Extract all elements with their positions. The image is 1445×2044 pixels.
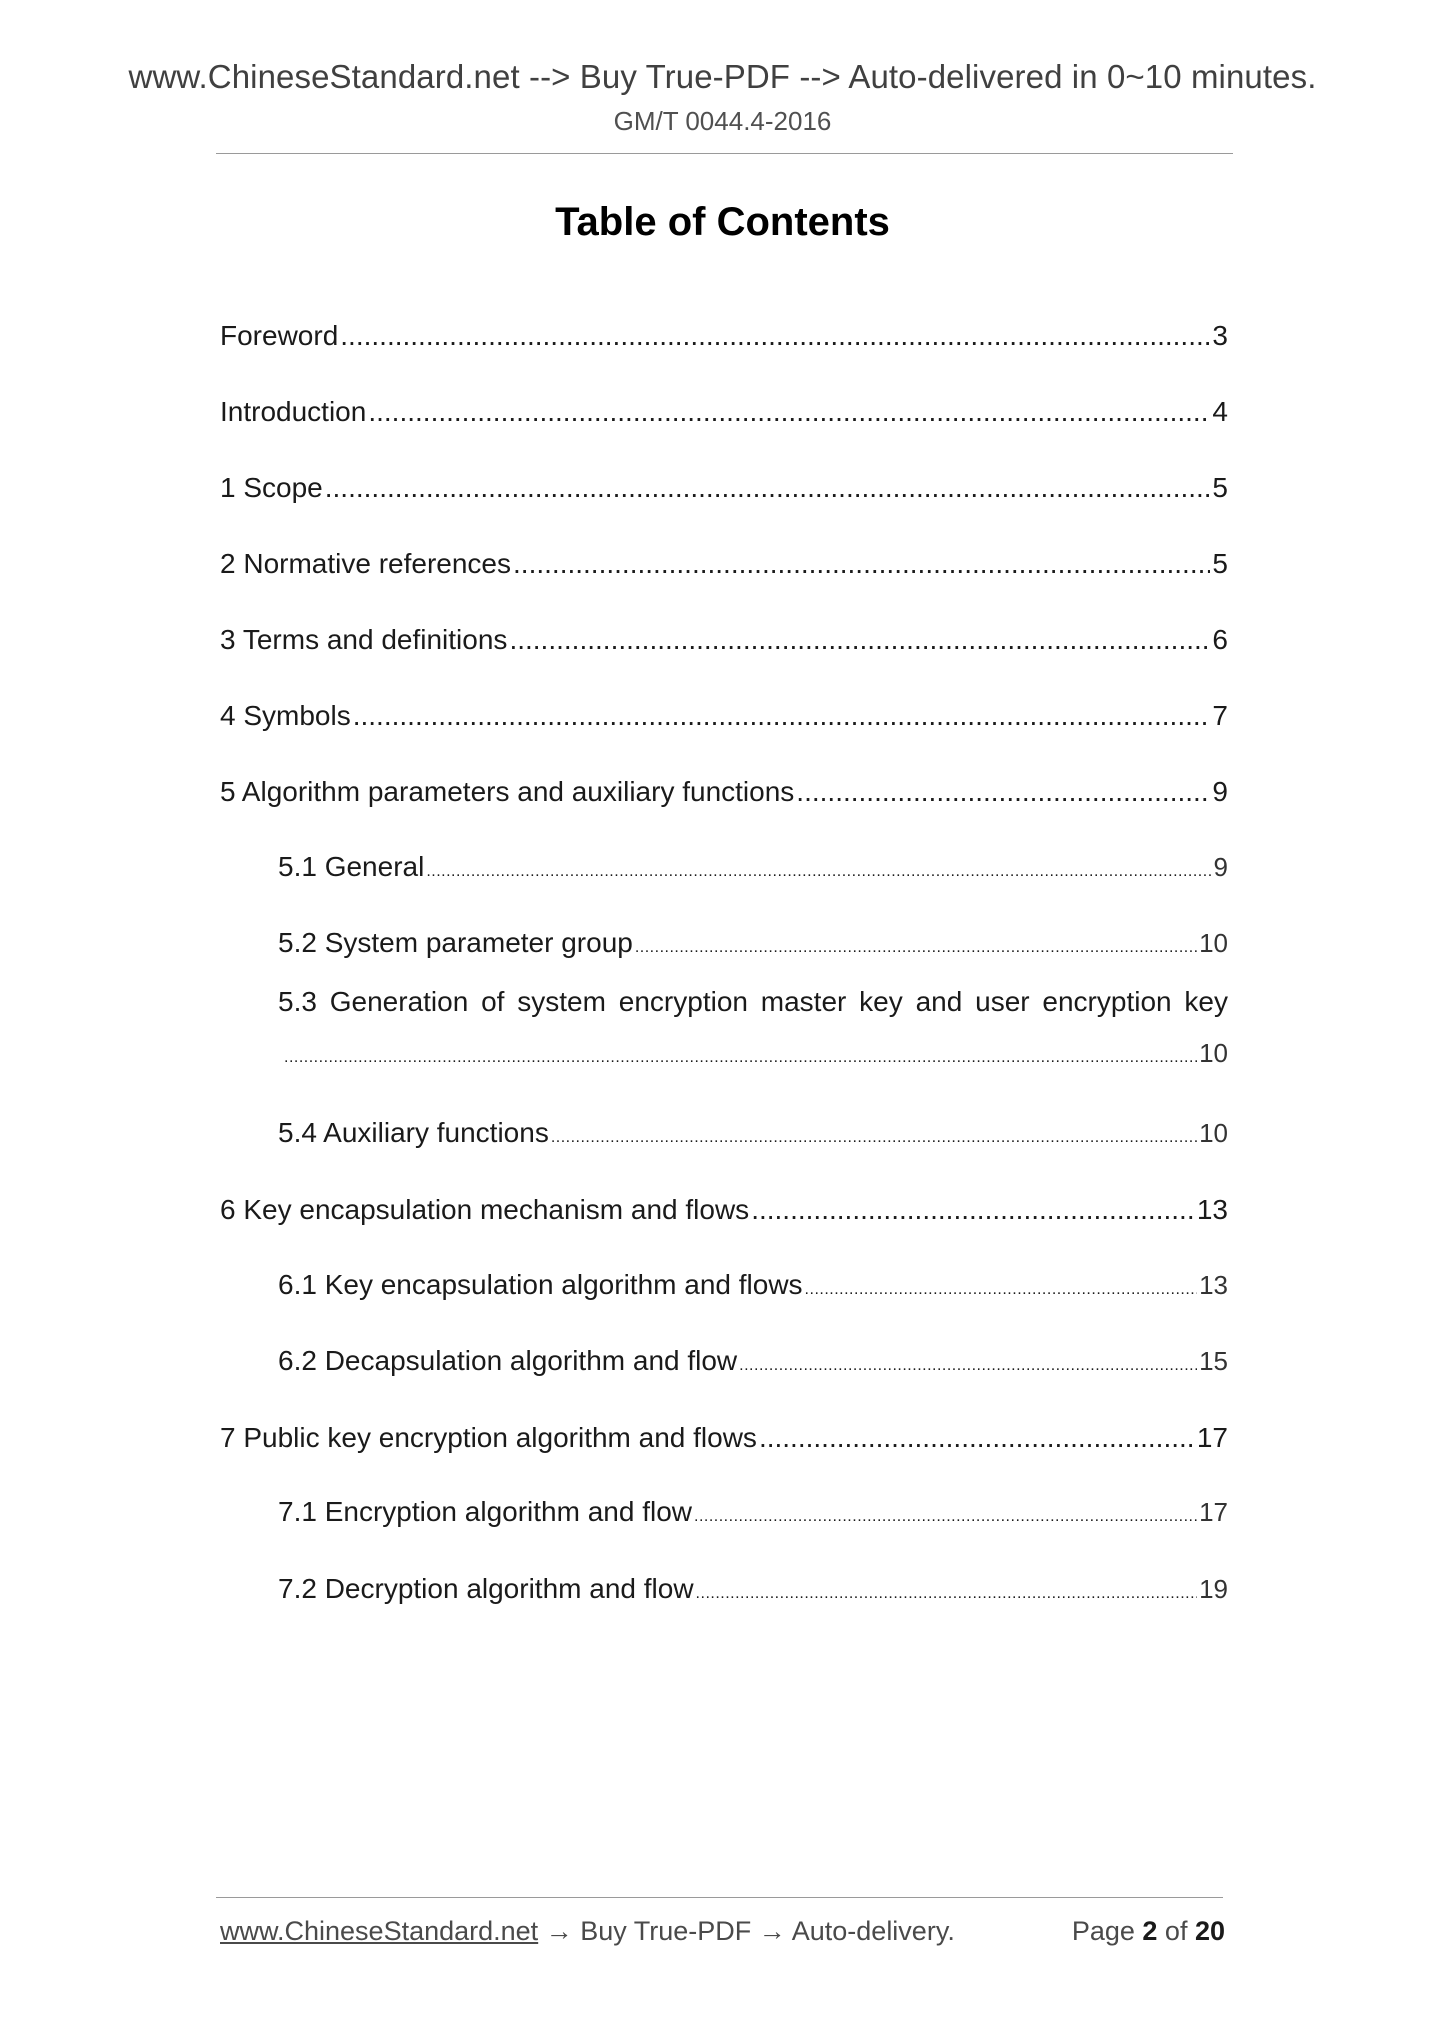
toc-entry-decapsulation-algorithm[interactable] <box>278 1345 1228 1377</box>
toc-entry-label: 2 Normative references <box>220 548 512 579</box>
toc-entry-label: 6.1 Key encapsulation algorithm and flows <box>278 1269 803 1300</box>
toc-entry-label: 7 Public key encryption algorithm and flows <box>220 1422 757 1453</box>
toc-page-number: 9 <box>1213 852 1228 882</box>
toc-entry-label: 4 Symbols <box>220 700 351 731</box>
toc-entry-decryption-algorithm[interactable] <box>278 1573 1228 1605</box>
toc-entry-encryption-algorithm[interactable] <box>278 1496 1228 1528</box>
toc-page-number: 5 <box>1212 472 1228 503</box>
toc-page-number: 15 <box>1199 1346 1228 1376</box>
toc-entry-label: 5.2 System parameter group <box>278 927 633 958</box>
toc-entry-label: 5.1 General <box>278 851 425 882</box>
header-promo-text: www.ChineseStandard.net --> Buy True-PDF --> Auto-delivered in 0~10 minutes. <box>128 58 1317 95</box>
toc-entry-foreword[interactable] <box>220 320 1228 352</box>
toc-dot-leader <box>796 776 1210 808</box>
toc-dot-leader <box>751 1194 1195 1226</box>
toc-page-number: 10 <box>1199 928 1228 958</box>
toc-dot-leader <box>551 1129 1197 1147</box>
footer-promo-text: → Buy True-PDF → Auto-delivery. <box>538 1916 955 1946</box>
toc-entry-symbols[interactable] <box>220 700 1228 732</box>
toc-page-number: 13 <box>1199 1270 1228 1300</box>
toc-page-number: 17 <box>1196 1422 1228 1453</box>
toc-dot-leader <box>513 548 1210 580</box>
toc-page-number: 19 <box>1199 1574 1228 1604</box>
footer-page-prefix: Page <box>1071 1916 1143 1946</box>
toc-page-number: 3 <box>1212 320 1228 351</box>
toc-entry-label: Introduction <box>220 396 367 427</box>
toc-dot-leader <box>340 320 1210 352</box>
toc-page-number: 7 <box>1212 700 1228 731</box>
toc-dot-leader <box>759 1422 1195 1454</box>
toc-page-number: 9 <box>1212 776 1228 807</box>
toc-entry-key-generation[interactable] <box>278 986 1228 1069</box>
footer-total-pages: 20 <box>1194 1916 1225 1946</box>
toc-entry-key-encapsulation-algorithm[interactable] <box>278 1269 1228 1301</box>
toc-dot-leader <box>368 396 1210 428</box>
toc-entry-label: 5.4 Auxiliary functions <box>278 1117 549 1148</box>
toc-entry-label: 5.3 Generation of system encryption master key and user encryption key <box>278 986 1228 1017</box>
toc-entry-label: Foreword <box>220 320 339 351</box>
footer-divider <box>216 1897 1223 1898</box>
toc-page-number: 5 <box>1212 548 1228 579</box>
toc-page-number: 6 <box>1212 624 1228 655</box>
footer-current-page: 2 <box>1142 1916 1158 1946</box>
toc-page-number: 4 <box>1212 396 1228 427</box>
footer-site-link[interactable]: www.ChineseStandard.net <box>220 1916 539 1946</box>
toc-entry-label: 7.1 Encryption algorithm and flow <box>278 1496 692 1527</box>
toc-page-number: 10 <box>1199 1118 1228 1148</box>
toc-dot-leader <box>739 1357 1197 1375</box>
toc-page-number: 17 <box>1199 1497 1228 1527</box>
toc-entry-general[interactable] <box>278 851 1228 883</box>
toc-entry-scope[interactable] <box>220 472 1228 504</box>
toc-dot-leader <box>694 1508 1197 1526</box>
toc-entry-introduction[interactable] <box>220 396 1228 428</box>
toc-entry-terms-definitions[interactable] <box>220 624 1228 656</box>
toc-dot-leader <box>325 472 1211 504</box>
toc-entry-system-parameter-group[interactable] <box>278 927 1228 959</box>
toc-entry-label: 1 Scope <box>220 472 323 503</box>
toc-entry-normative-references[interactable] <box>220 548 1228 580</box>
header-divider <box>216 153 1233 154</box>
toc-entry-public-key-encryption[interactable] <box>220 1422 1228 1454</box>
page-title: Table of Contents <box>555 200 890 244</box>
toc-dot-leader <box>696 1585 1198 1603</box>
toc-entry-key-encapsulation[interactable] <box>220 1194 1228 1226</box>
toc-entry-label: 5 Algorithm parameters and auxiliary functions <box>220 776 795 807</box>
footer-promo <box>220 1916 955 1947</box>
toc-entry-algorithm-parameters[interactable] <box>220 776 1228 808</box>
toc-dot-leader <box>635 939 1197 957</box>
toc-dot-leader <box>509 624 1210 656</box>
toc-entry-auxiliary-functions[interactable] <box>278 1117 1228 1149</box>
page-footer <box>220 1916 1225 1947</box>
toc-entry-label: 3 Terms and definitions <box>220 624 508 655</box>
toc-dot-leader <box>805 1281 1198 1299</box>
toc-page-number: 13 <box>1196 1194 1228 1225</box>
toc-dot-leader <box>426 863 1211 881</box>
footer-page-of: of <box>1157 1916 1195 1946</box>
toc-dot-leader <box>353 700 1211 732</box>
toc-entry-label: 6.2 Decapsulation algorithm and flow <box>278 1345 738 1376</box>
toc-page-number: 10 <box>1199 1038 1228 1068</box>
toc-entry-label: 6 Key encapsulation mechanism and flows <box>220 1194 750 1225</box>
toc-entry-label: 7.2 Decryption algorithm and flow <box>278 1573 694 1604</box>
toc-dot-leader <box>284 1049 1199 1067</box>
header-standard-number: GM/T 0044.4-2016 <box>613 106 832 136</box>
footer-page-indicator <box>1072 1916 1225 1947</box>
